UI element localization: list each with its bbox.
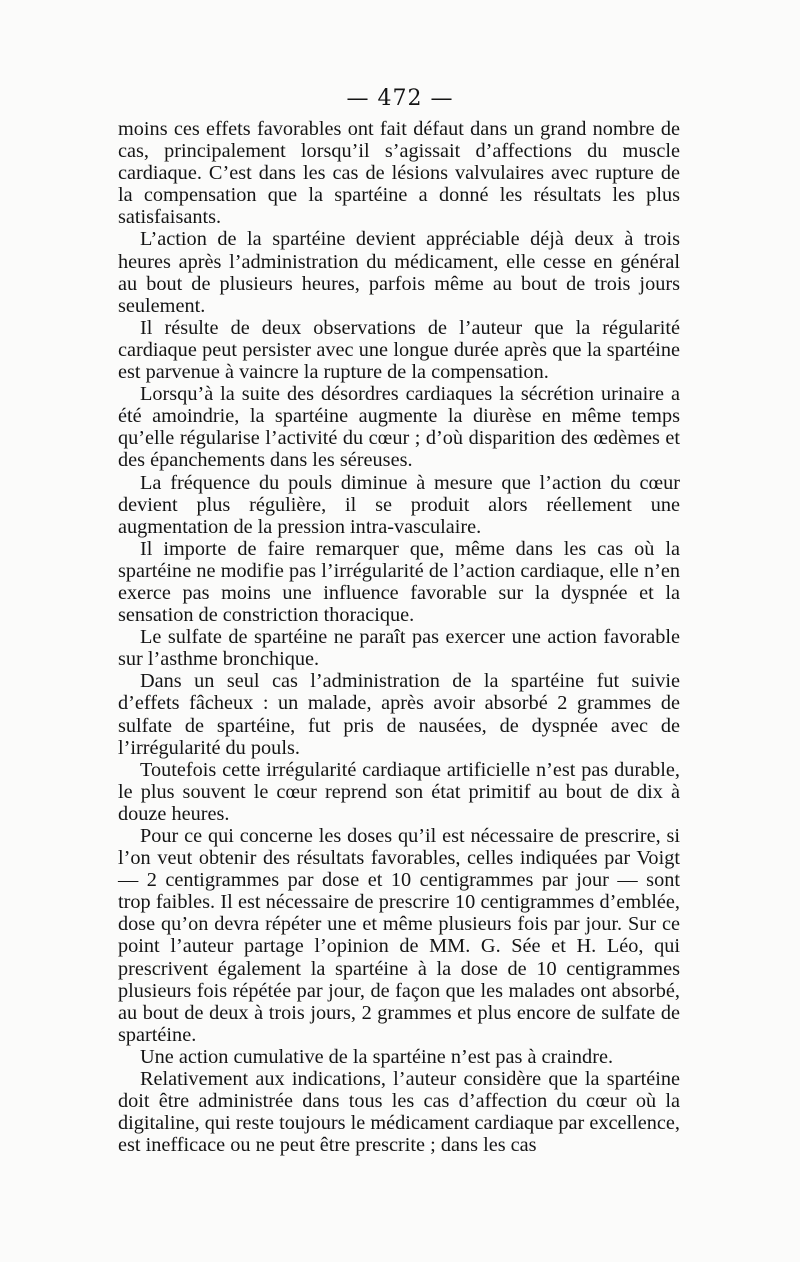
paragraph: Toutefois cette irrégularité cardiaque artificielle n’est pas durable, le plus souvent le cœur reprend son état primitif au bout de dix à douze heures. — [118, 758, 680, 825]
paragraph: Le sulfate de spartéine ne paraît pas exercer une action favorable sur l’asthme bronchique. — [118, 626, 680, 671]
paragraph: Il résulte de deux observations de l’auteur que la régularité cardiaque peut persister avec une longue durée après que la spartéine est parvenue à vaincre la rupture de la compensation. — [118, 316, 680, 384]
paragraph: Lorsqu’à la suite des désordres cardiaques la sécrétion urinaire a été amoindrie, la spartéine augmente la diurèse en même temps qu’elle régularise l’activité du cœur ; d’où disparition des œdèmes et des épanchements dans les séreuses. — [118, 383, 680, 472]
paragraph: Dans un seul cas l’administration de la spartéine fut suivie d’effets fâcheux : un malade, après avoir absorbé 2 grammes de sulfate de spartéine, fut pris de nausées, de dyspnée avec de l’irrégularité du pouls. — [118, 670, 680, 759]
paragraph: Une action cumulative de la spartéine n’est pas à craindre. — [140, 1045, 614, 1068]
paragraph: Pour ce qui concerne les doses qu’il est nécessaire de prescrire, si l’on veut obtenir des résultats favorables, celles indiquées par Voigt — 2 centigrammes par dose et 10 centigrammes par jour — sont trop faibles. Il est nécessaire de prescrire 10 centigrammes d’emblée, dose qu’on devra répéter une et même plusieurs fois par jour. Sur ce point l’auteur partage l’opinion de MM. G. Sée et H. Léo, qui prescrivent également la spartéine à la dose de 10 centigrammes plusieurs fois répétée par jour, de façon que les malades ont absorbé, au bout de deux à trois jours, 2 grammes et plus encore de sulfate de spartéine. — [118, 825, 680, 1046]
paragraph: Il importe de faire remarquer que, même dans les cas où la spartéine ne modifie pas l’irrégularité de l’action cardiaque, elle n’en exerce pas moins une influence favorable sur la dyspnée et la sensation de constriction thoracique. — [118, 537, 680, 627]
body-text — [118, 118, 680, 1156]
page-number: — 472 — — [346, 86, 454, 111]
paragraph: L’action de la spartéine devient appréciable déjà deux à trois heures après l’administration du médicament, elle cesse en général au bout de plusieurs heures, parfois même au bout de trois jours seulement. — [118, 228, 680, 317]
paragraph: La fréquence du pouls diminue à mesure que l’action du cœur devient plus régulière, il se produit alors réellement une augmentation de la pression intra-vasculaire. — [118, 471, 680, 538]
paragraph: moins ces effets favorables ont fait défaut dans un grand nombre de cas, principalement lorsqu’il s’agissait d’affections du muscle cardiaque. C’est dans les cas de lésions valvulaires avec rupture de la compensation que la spartéine a donné les résultats les plus satisfaisants. — [118, 118, 680, 229]
paragraph: Relativement aux indications, l’auteur considère que la spartéine doit être administrée dans tous les cas d’affection du cœur où la digitaline, qui reste toujours le médicament cardiaque par excellence, est inefficace ou ne peut être prescrite ; dans les cas — [118, 1068, 681, 1157]
